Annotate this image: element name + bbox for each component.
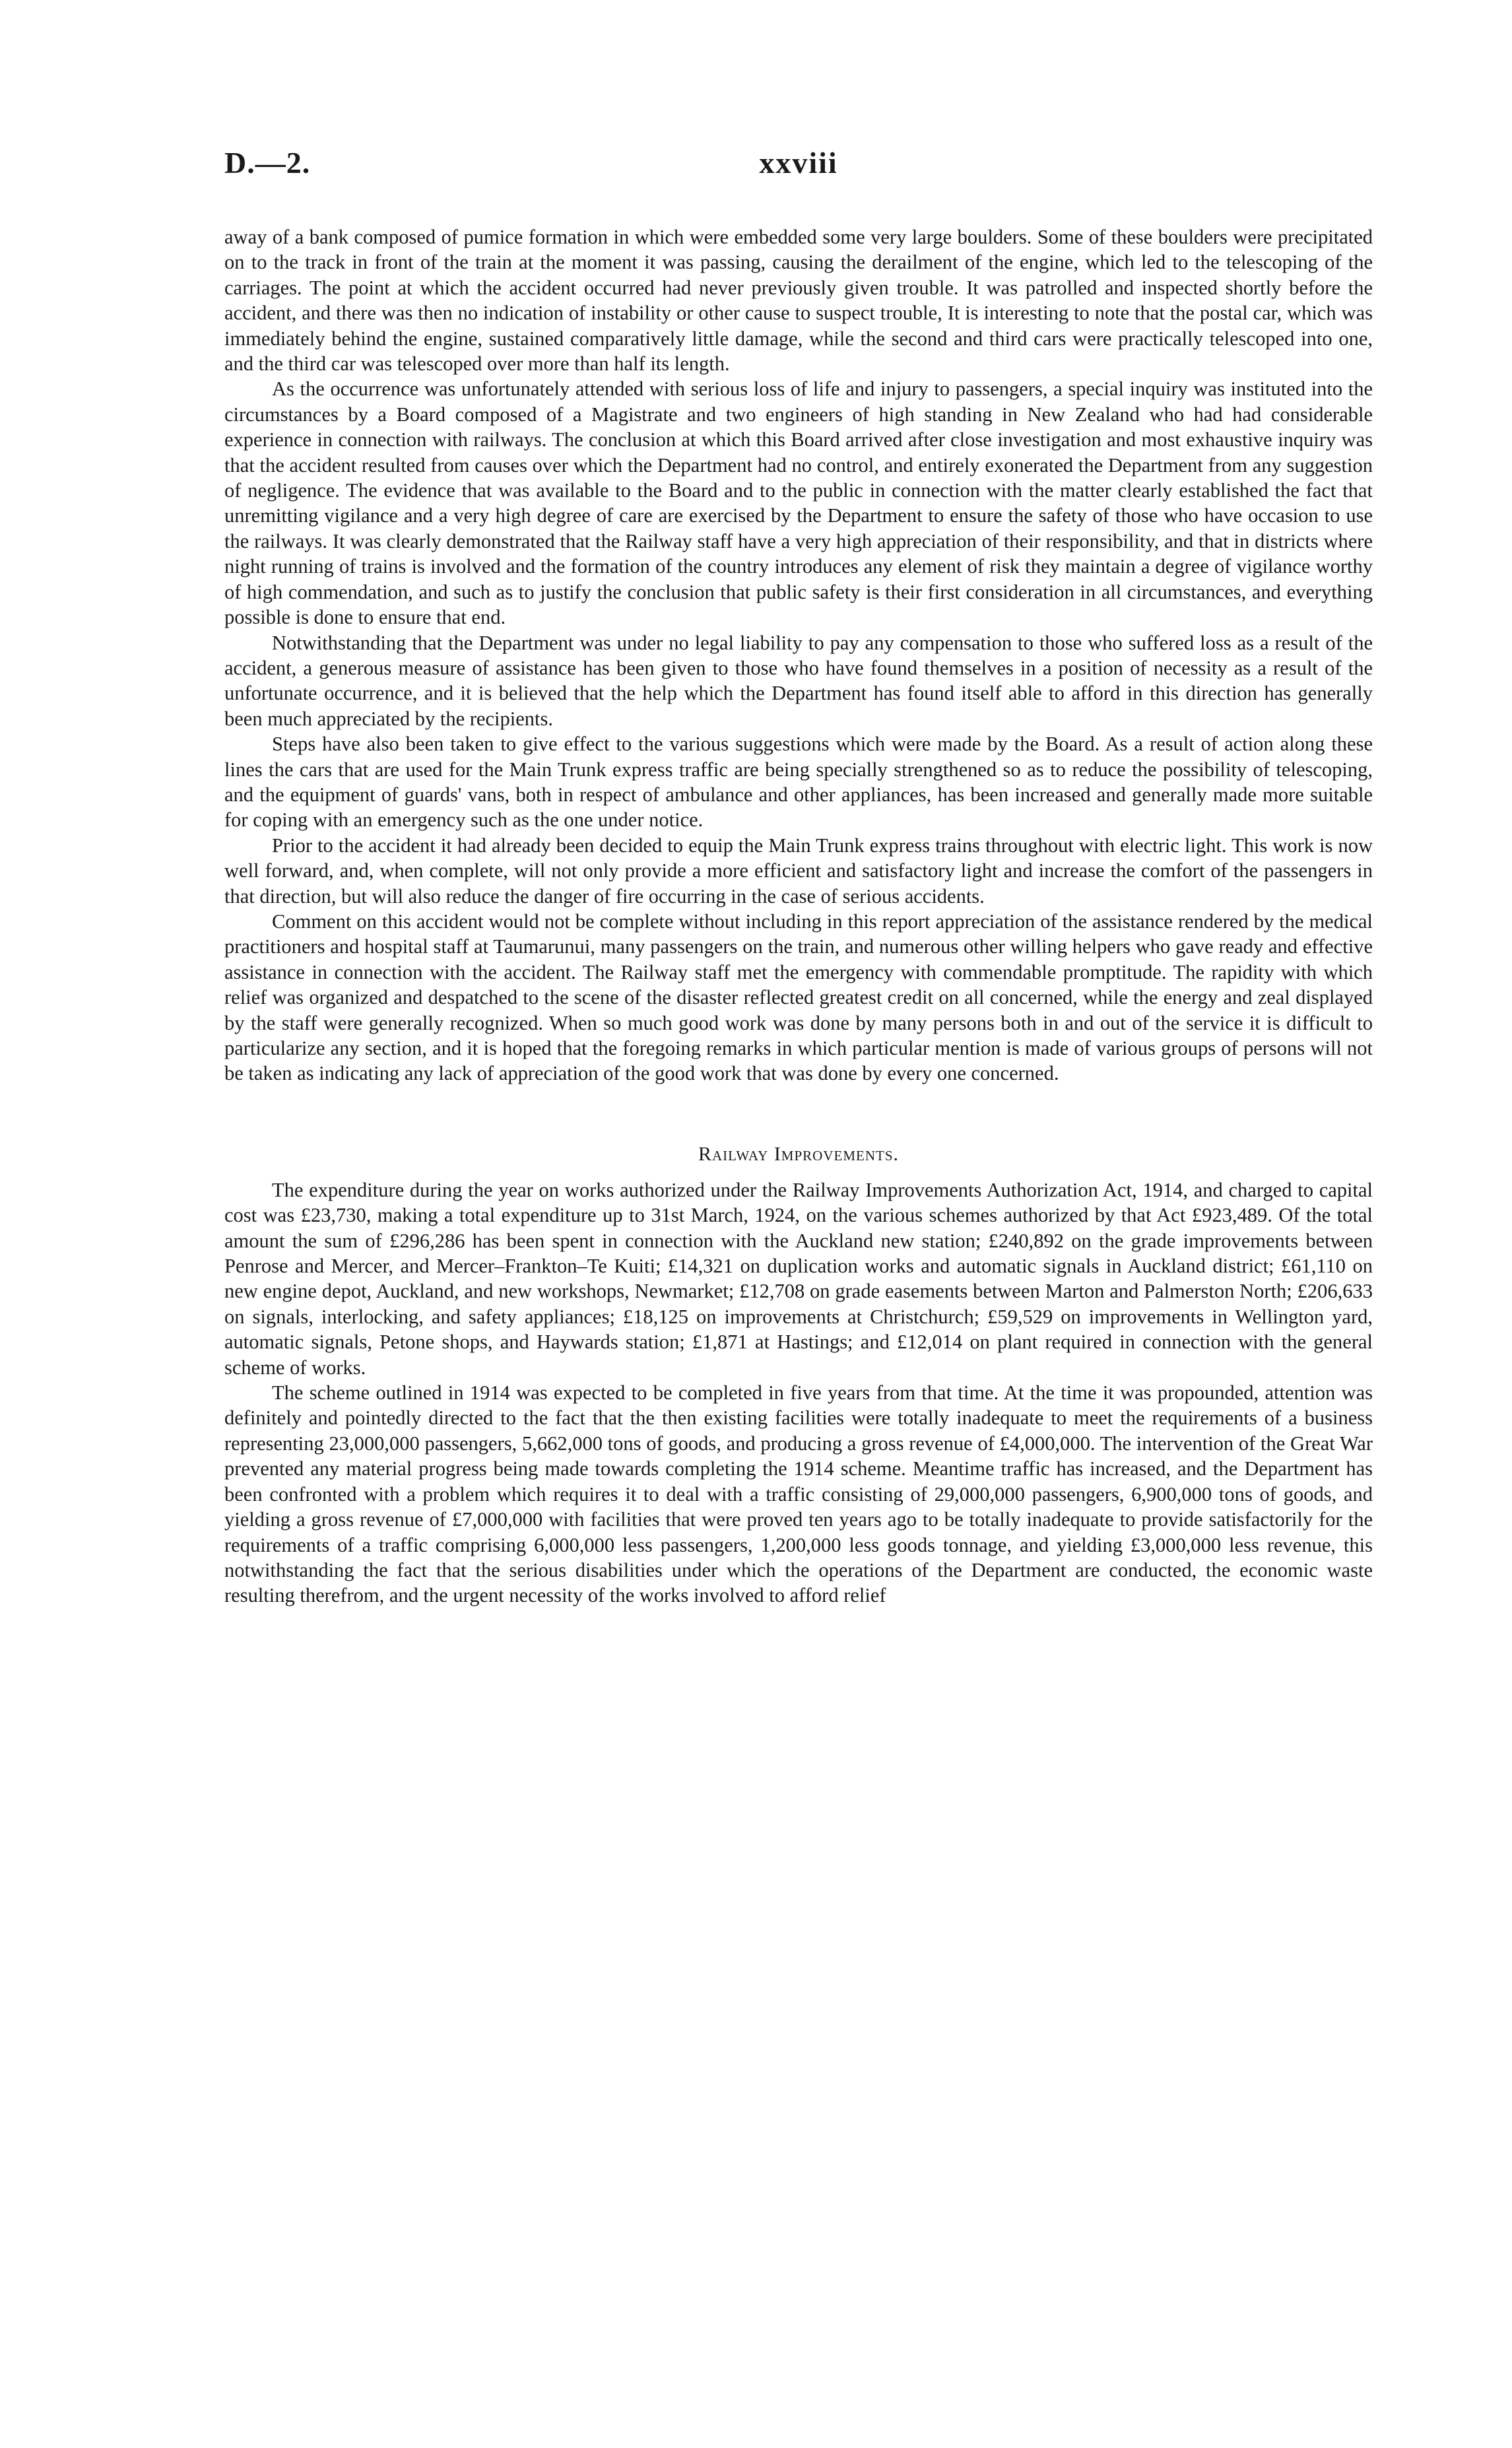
page-number: xxviii — [759, 146, 838, 180]
accident-report-section — [224, 224, 1373, 1086]
document-page — [224, 145, 1373, 1608]
paragraph: The expenditure during the year on works authorized under the Railway Improvements Authorization Act, 1914, and charged to capital cost was £23,730, making a total expenditure up to 31st March, 1924, on the various schemes authorized by that Act £923,489. Of the total amount the sum of £296,286 has been spent in connection with the Auckland new station; £240,892 on the grade improvements between Penrose and Mercer, and Mercer–Frankton–Te Kuiti; £14,321 on duplication works and automatic signals in Auckland district; £61,110 on new engine depot, Auckland, and new workshops, Newmarket; £12,708 on grade easements between Marton and Palmerston North; £206,633 on signals, interlocking, and safety appliances; £18,125 on improvements at Christchurch; £59,529 on improvements in Wellington yard, automatic signals, Petone shops, and Haywards station; £1,871 at Hastings; and £12,014 on plant required in connection with the general scheme of works. — [224, 1178, 1373, 1379]
section-heading: Railway Improvements. — [698, 1142, 899, 1165]
paragraph: away of a bank composed of pumice formation in which were embedded some very large boulders. Some of these boulders were precipitated on to the track in front of the train at the moment it was passing, causing the derailment of the engine, which led to the telescoping of the carriages. The point at which the accident occurred had never previously given trouble. It was patrolled and inspected shortly before the accident, and there was then no indication of instability or other cause to suspect trouble, It is interesting to note that the postal car, which was immediately behind the engine, sustained comparatively little damage, while the second and third cars were practically telescoped into one, and the third car was telescoped over more than half its length. — [224, 226, 1373, 376]
paragraph: Prior to the accident it had already been decided to equip the Main Trunk express trains throughout with electric light. This work is now well forward, and, when complete, will not only provide a more efficient and satisfactory light and increase the comfort of the passengers in that direction, but will also reduce the danger of fire occurring in the case of serious accidents. — [224, 834, 1373, 908]
page-header — [224, 145, 1373, 198]
paragraph: The scheme outlined in 1914 was expected to be completed in five years from that time. At the time it was propounded, attention was definitely and pointedly directed to the fact that the then existing facilities were totally inadequate to meet the requirements of a business representing 23,000,000 passengers, 5,662,000 tons of goods, and producing a gross revenue of £4,000,000. The intervention of the Great War prevented any material progress being made towards completing the 1914 scheme. Meantime traffic has increased, and the Department has been confronted with a problem which requires it to deal with a traffic consisting of 29,000,000 passengers, 6,900,000 tons of goods, and yielding a gross revenue of £7,000,000 with facilities that were proved ten years ago to be totally inadequate to provide satisfactorily for the requirements of a traffic comprising 6,000,000 less passengers, 1,200,000 less goods tonnage, and yielding £3,000,000 less revenue, this notwithstanding the fact that the serious disabilities under which the operations of the Department are conducted, the economic waste resulting therefrom, and the urgent necessity of the works involved to afford relief — [224, 1381, 1373, 1607]
paragraph: As the occurrence was unfortunately attended with serious loss of life and injury to passengers, a special inquiry was instituted into the circumstances by a Board composed of a Magistrate and two engineers of high standing in New Zealand who had had considerable experience in connection with railways. The conclusion at which this Board arrived after close investigation and most exhaustive inquiry was that the accident resulted from causes over which the Department had no control, and entirely exonerated the Department from any suggestion of negligence. The evidence that was available to the Board and to the public in connection with the matter clearly established the fact that unremitting vigilance and a very high degree of care are exercised by the Department to ensure the safety of those who have occasion to use the railways. It was clearly demonstrated that the Railway staff have a very high appreciation of their responsibility, and that in districts where night running of trains is involved and the formation of the country introduces any element of risk they maintain a degree of vigilance worthy of high commendation, and such as to justify the conclusion that public safety is their first consideration in all circumstances, and everything possible is done to ensure that end. — [224, 378, 1373, 629]
paragraph: Steps have also been taken to give effect to the various suggestions which were made by the Board. As a result of action along these lines the cars that are used for the Main Trunk express traffic are being specially strengthened so as to reduce the possibility of telescoping, and the equipment of guards' vans, both in respect of ambulance and other appliances, has been increased and generally made more suitable for coping with an emergency such as the one under notice. — [224, 733, 1373, 832]
railway-improvements-section — [224, 1177, 1373, 1608]
paragraph: Notwithstanding that the Department was under no legal liability to pay any compensation to those who suffered loss as a result of the accident, a generous measure of assistance has been given to those who have found themselves in a position of necessity as a result of the unfortunate occurrence, and it is believed that the help which the Department has found itself able to afford in this direction has generally been much appreciated by the recipients. — [224, 631, 1373, 730]
paragraph: Comment on this accident would not be complete without including in this report appreciation of the assistance rendered by the medical practitioners and hospital staff at Taumarunui, many passengers on the train, and numerous other willing helpers who gave ready and effective assistance in connection with the accident. The Railway staff met the emergency with commendable promptitude. The rapidity with which relief was organized and despatched to the scene of the disaster reflected greatest credit on all concerned, while the energy and zeal displayed by the staff were generally recognized. When so much good work was done by many persons both in and out of the service it is difficult to particularize any section, and it is hoped that the foregoing remarks in which particular mention is made of various groups of persons will not be taken as indicating any lack of appreciation of the good work that was done by every one concerned. — [224, 910, 1373, 1085]
document-reference: D.—2. — [224, 146, 311, 180]
